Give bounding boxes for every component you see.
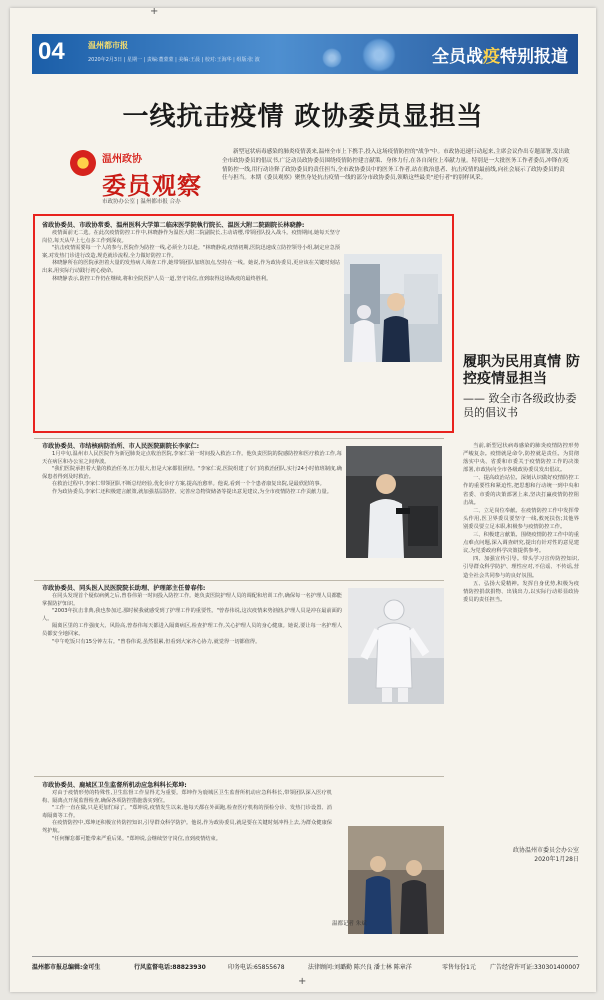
proposal-body: 当前,新型冠状病毒感染的肺炎疫情防控形势严峻复杂。疫情就是命令,防控就是责任。为贯彻落实中央、省委和市委关于疫情防控工作的决策部署,市政协向全市各级政协委员发出倡议。 一、提高政治站位。深刻认识做好疫情防控工作的重要性和紧迫性,把思想和行动统一到中央和省委、市委的决策部署上来,坚决打赢疫情防控阻击战。 二、立足岗位奉献。在疫情防控工作中发挥带头作用,医卫界委员要坚守一线,救死扶伤;其他界别委员要立足本职,积极参与疫情防控工作。 三、积极建言献策。围绕疫情防控工作中的重点难点问题,深入调查研究,提出有针对性的意见建议,为党委政府科学决策提供参考。 四、加强宣传引导。带头学习宣传防控知识,引导群众科学防护、理性应对,不信谣、不传谣,营造全社会共同参与的良好氛围。 五、弘扬大爱精神。发挥自身优势,积极为疫情防控捐款捐物、出钱出力,以实际行动彰显政协委员的责任担当。 — [463, 443, 579, 603]
proposal-subtitle: —— 致全市各级政协委员的倡议书 — [463, 392, 577, 419]
article-credit: 温都记者 朱斌 — [332, 921, 367, 927]
logo-org: 温州政协 — [102, 154, 142, 165]
article-1 — [42, 221, 340, 283]
footer-publisher: 温州都市报总编辑:金可生 — [32, 964, 101, 971]
date-line: 2020年2月3日 | 星期一 | 责编:董蒙蒙 | 美编:王晨 | 校对:王海华 | 组版:张 波 — [88, 57, 260, 63]
virus-graphic-icon — [322, 48, 342, 68]
article-title: 市政协委员、同头医人民医院院长助理、护理部主任曾春伟: — [42, 585, 206, 592]
intro-paragraph: 新型冠状病毒感染的肺炎疫情袭来,温州全市上下携手,投入这场疫情防控的"战争"中。市政协迅速行动起来,主席会议作出专题部署,发出致全市政协委员的倡议书,广泛动员政协委员围绕疫情防控建言献策、身体力行,在各自岗位上奉献力量。特别是一大批医务工作者委员,冲锋在疫情防控一线,用行动诠释了政协委员的责任担当,全市政协委员中的医务工作者,站在救治患者、抗击疫情的最前线,向社会展示了政协委员的责任与担当。本期《委员观察》聚焦身处抗击疫情一线的部分市政协委员,领略这些最美"逆行者"的别样风采。 — [222, 149, 570, 182]
article-title: 省政协委员、市政协常委、温州医科大学第二临床医学院執行院长、温医大附二院副院长林晓静: — [42, 222, 305, 229]
crop-mark-icon: + — [298, 976, 307, 987]
article-3-photo — [348, 588, 444, 704]
proposal-signature: 政协温州市委员会办公室 2020年1月28日 — [512, 847, 579, 863]
footer-hotline: 行风监督电话:88823930 — [134, 964, 206, 971]
proposal-title: 履职为民用真情 防控疫情显担当 — [463, 354, 580, 387]
newspaper-page — [10, 8, 596, 992]
article-title: 市政协委员、市结核病防治所、市人民医院副院长李家仁: — [42, 443, 200, 450]
crop-mark-icon: + — [150, 8, 159, 17]
divider — [34, 438, 444, 439]
article-body: 疫情面前无二选。在此次疫情防控工作中,林晓静作为温医大附二院副院长,主动请缨,带领团队投入战斗。疫情期间,她每天坚守岗位,每天从早上七点多工作到深夜。 "抗击疫情需要每一个人的参与,医院作为防控一线,必须全力以赴。"林晓静说,疫情初期,医院迅速成立防控领导小组,制定应急预案,对发热门诊进行改造,规范就诊流程,全力做好防控工作。 林晓静所在的医院承担着大量的发热病人筛查工作,她带领团队加班加点,坚持在一线。她说,作为政协委员,更应该在关键时刻站出来,用实际行动践行初心使命。 林晓静表示,防控工作仍在继续,将和全院医护人员一道,坚守岗位,直到取得这场战疫的最终胜利。 — [42, 230, 340, 282]
footer-print: 印务电话:65855678 — [228, 964, 285, 971]
column-logo-title: 委员观察 — [102, 172, 202, 200]
divider — [34, 580, 444, 581]
section-tag: 全员战疫特别报道 — [432, 47, 568, 67]
article-4 — [42, 781, 332, 843]
article-2-photo — [346, 446, 442, 558]
page-number: 04 — [38, 38, 65, 65]
page-footer — [32, 956, 578, 973]
cppcc-emblem-icon — [70, 150, 96, 176]
article-1-photo — [344, 254, 442, 362]
column-logo-sub: 市政协办公室 | 温州都市报 合办 — [102, 199, 181, 205]
article-title: 市政协委员、鹿城区卫生监督所机动应急科科长郑坤: — [42, 782, 187, 789]
article-body: 1月中旬,温州市人民医院作为新冠肺炎定点收治医院,李家仁第一时间投入救治工作。他负责医院的院感防控和医疗救治工作,每天在病区和办公室之间奔波。 "我们医院承担着大量的救治任务,压力很大,但是大家都很团结。"李家仁说,医院组建了专门的救治团队,实行24小时值班制度,确保患者得到及时救治。 在救治过程中,李家仁带领团队不断总结经验,优化诊疗方案,提高治愈率。他说,看到一个个患者康复出院,是最欣慰的事。 作为政协委员,李家仁还积极建言献策,就加强基层防控、完善应急物资储备等提出意见建议,为全市疫情防控工作贡献力量。 — [42, 451, 342, 495]
footer-license: 广告经营许可证:330301400007 — [490, 964, 580, 971]
page-headline: 一线抗击疫情 政协委员显担当 — [122, 102, 484, 132]
footer-price: 零售每份1元 — [442, 964, 476, 971]
article-4-photo — [348, 826, 444, 934]
article-body: 在同头发现首个疑似病例之后,曾春伟第一时间投入防控工作。她负责医院护理人员的调配和培训工作,确保每一名护理人员都能掌握防护知识。 "2003年抗击非典,我也参加过,那时候我就感受到了护理工作的重要性。"曾春伟说,这次疫情来势汹汹,护理人员是冲在最前面的人。 隔离区里的工作强度大、风险高,曾春伟每天都进入隔离病区,检查护理工作,关心护理人员的身心健康。她说,要让每一名护理人员都安全地回家。 "中午吃饭只有15分钟左右。"曾春伟说,虽然很累,但看到大家齐心协力,就觉得一切都值得。 — [42, 593, 342, 645]
footer-counsel: 法律顾问:刘璐勤 陈兴良 潘士林 陈章洋 — [308, 964, 412, 971]
article-2 — [42, 442, 342, 497]
paper-name: 温州都市报 — [88, 41, 128, 50]
page-header-banner — [32, 34, 578, 74]
divider — [34, 776, 444, 777]
article-body: 对由于疫情形势的特殊性,卫生监督工作显得尤为重要。郑坤作为鹿城区卫生监督所机动应急科科长,带领团队深入医疗机构、隔离点开展监督检查,确保各项防控措施落实到位。 "工作一直在做,只是更加忙碌了。"郑坤说,疫情发生以来,他每天都在外面跑,检查医疗机构的预检分诊、发热门诊设置、消毒隔离等工作。 在疫情防控中,郑坤还积极宣传防控知识,引导群众科学防护。他说,作为政协委员,就是要在关键时刻冲得上去,为群众健康保驾护航。 "任何懈怠都可能带来严重后果。"郑坤说,会继续坚守岗位,直到疫情结束。 — [42, 790, 332, 842]
virus-graphic-icon — [362, 38, 396, 72]
article-3 — [42, 584, 342, 646]
